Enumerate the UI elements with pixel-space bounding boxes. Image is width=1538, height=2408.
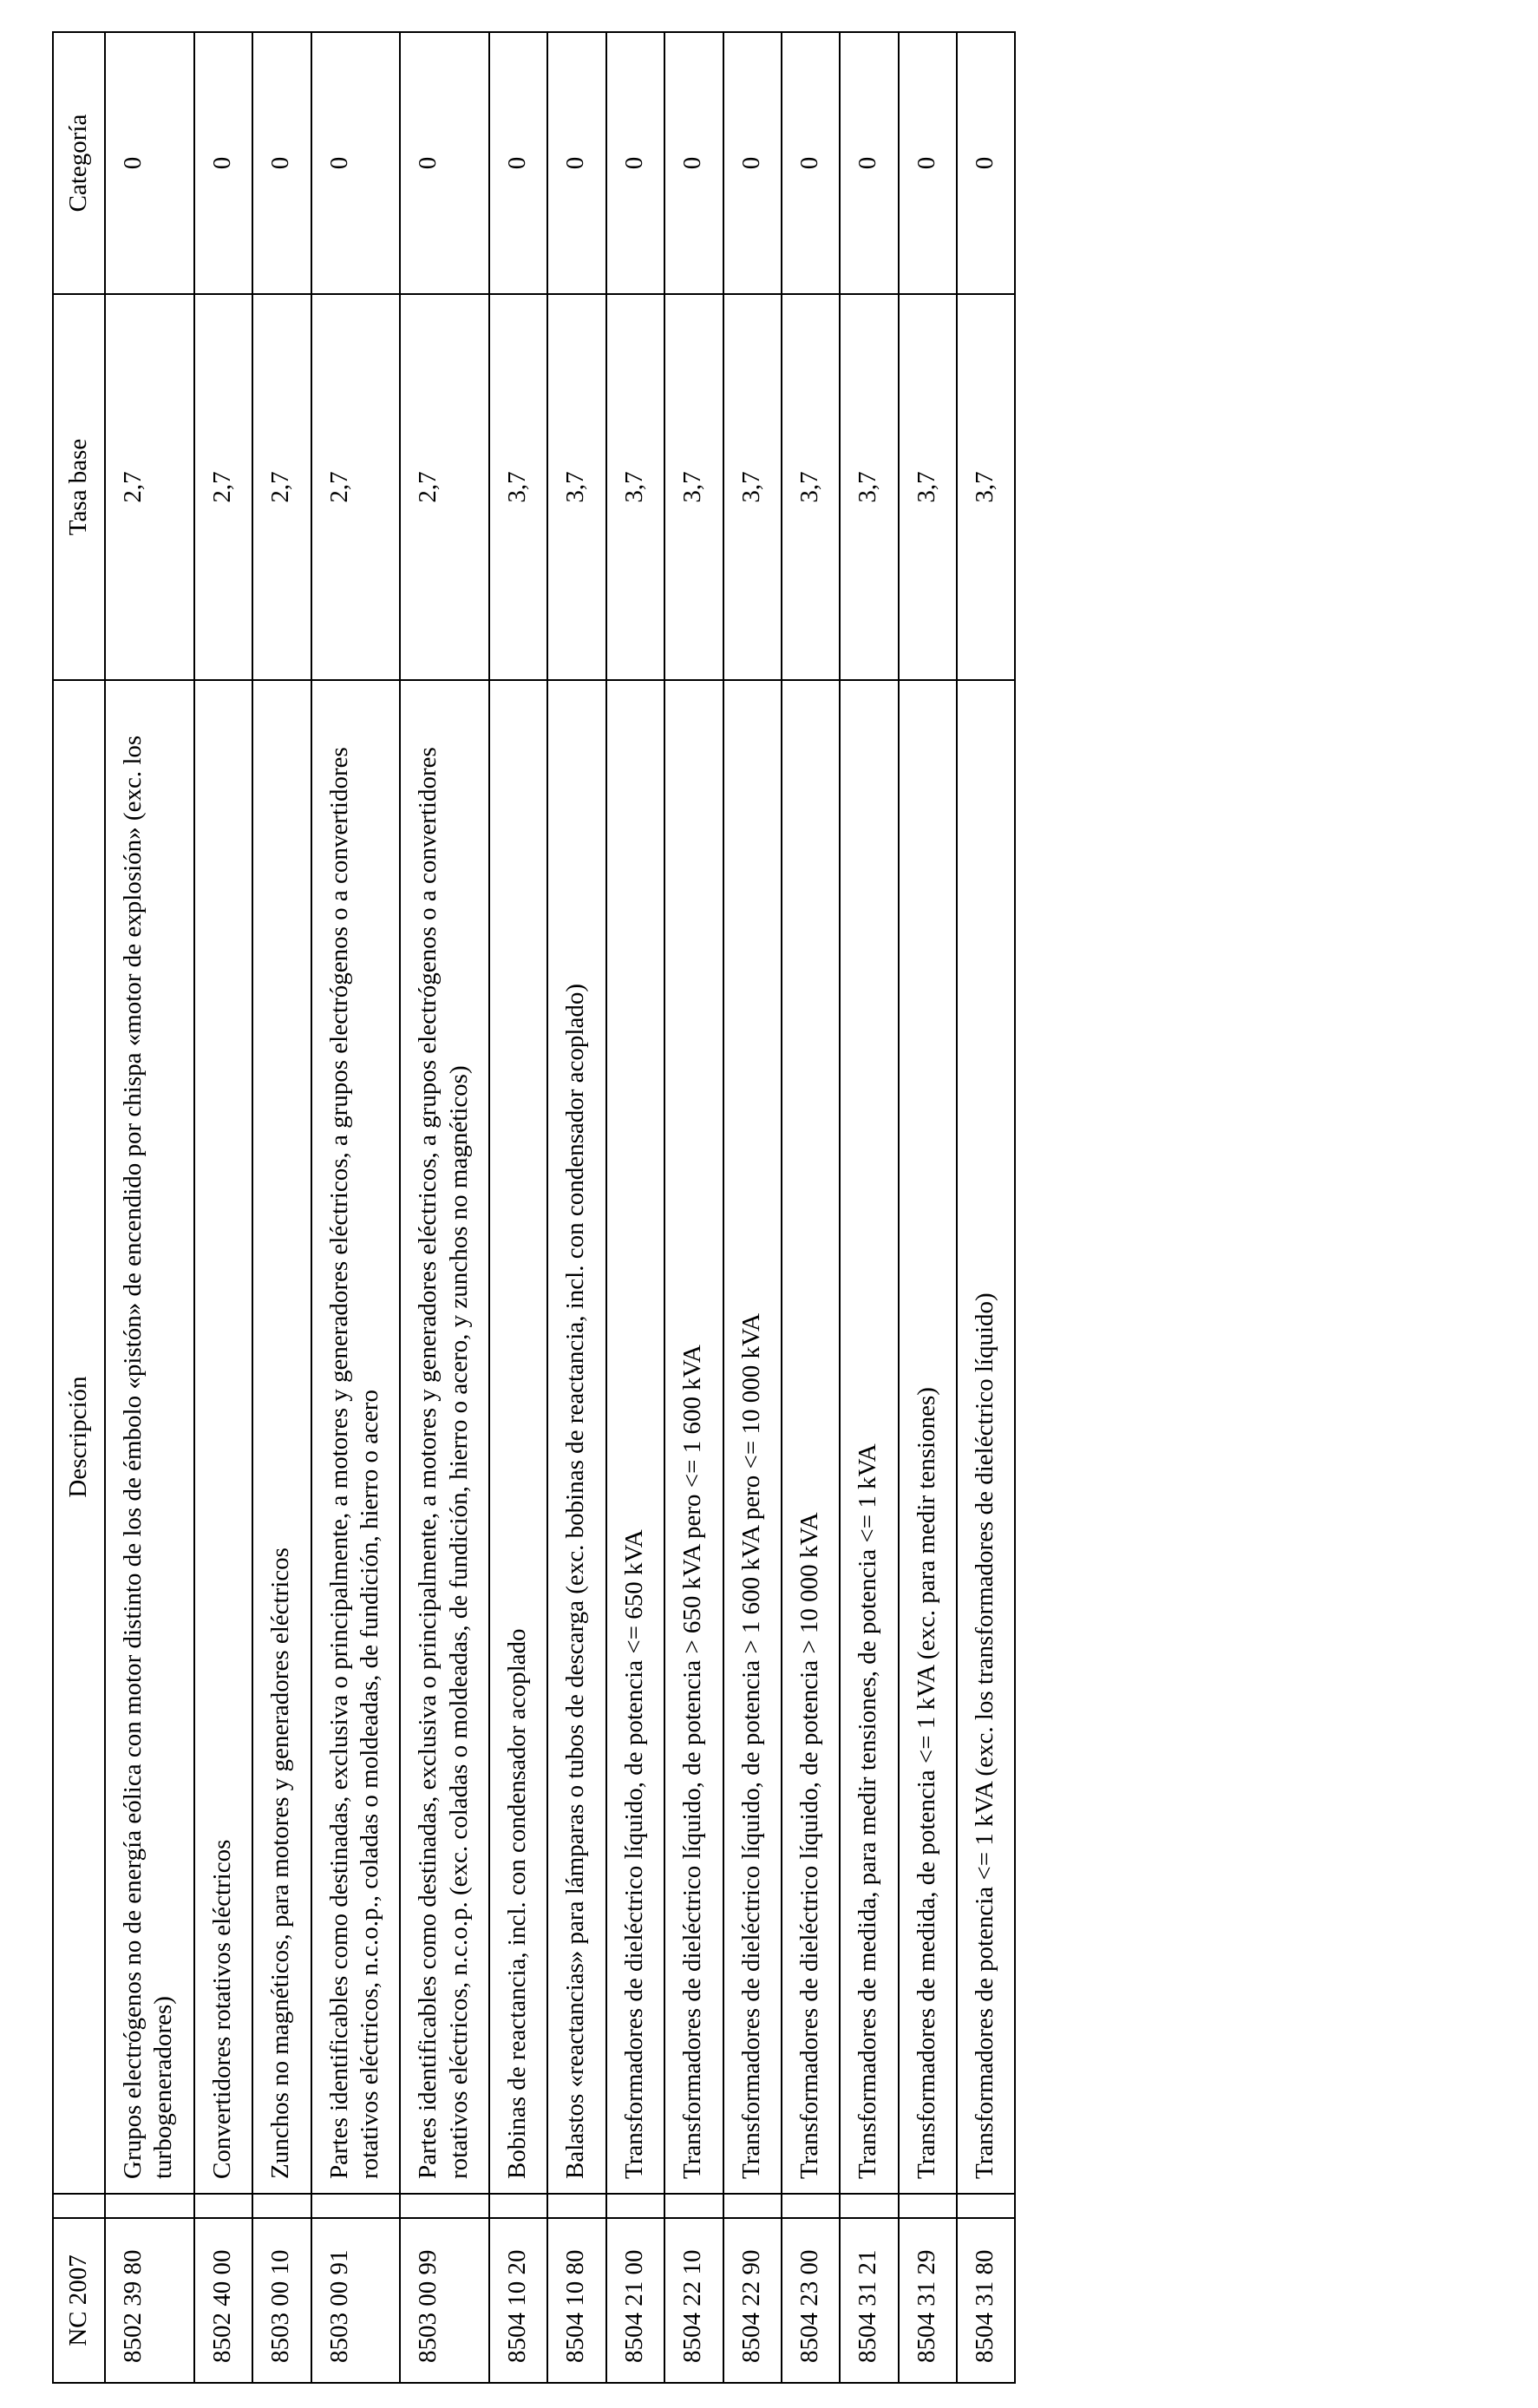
table-header-row xyxy=(53,32,105,2383)
cell-descripcion: Partes identificables como destinadas, exclusiva o principalmente, a motores y generadores eléctricos, a grupos electrógenos o a convertidores rotativos eléctricos, n.c.o.p. (exc. coladas o moldeadas, de fundición, hierro o acero, y zunchos no magnéticos) xyxy=(400,680,489,2194)
cell-tasa: 2,7 xyxy=(311,294,401,680)
cell-nc: 8504 31 80 xyxy=(957,2218,1015,2383)
cell-nc: 8504 23 00 xyxy=(782,2218,840,2383)
cell-descripcion: Convertidores rotativos eléctricos xyxy=(194,680,252,2194)
cell-categoria: 0 xyxy=(840,32,898,294)
cell-tasa: 2,7 xyxy=(194,294,252,680)
cell-categoria: 0 xyxy=(400,32,489,294)
cell-nc: 8502 39 80 xyxy=(105,2218,194,2383)
cell-nc: 8503 00 10 xyxy=(252,2218,311,2383)
cell-nc: 8503 00 91 xyxy=(311,2218,401,2383)
cell-descripcion: Transformadores de medida, de potencia <= 1 kVA (exc. para medir tensiones) xyxy=(899,680,957,2194)
cell-spacer xyxy=(194,2194,252,2218)
table-row xyxy=(547,32,605,2383)
cell-descripcion: Zunchos no magnéticos, para motores y generadores eléctricos xyxy=(252,680,311,2194)
cell-categoria: 0 xyxy=(606,32,664,294)
cell-nc: 8504 10 20 xyxy=(489,2218,547,2383)
cell-tasa: 3,7 xyxy=(723,294,782,680)
table-row xyxy=(606,32,664,2383)
cell-categoria: 0 xyxy=(723,32,782,294)
cell-spacer xyxy=(547,2194,605,2218)
cell-spacer xyxy=(782,2194,840,2218)
cell-tasa: 2,7 xyxy=(105,294,194,680)
cell-tasa: 2,7 xyxy=(400,294,489,680)
table-row xyxy=(899,32,957,2383)
cell-categoria: 0 xyxy=(547,32,605,294)
cell-nc: 8504 31 29 xyxy=(899,2218,957,2383)
cell-descripcion: Transformadores de dieléctrico líquido, de potencia > 650 kVA pero <= 1 600 kVA xyxy=(664,680,723,2194)
cell-tasa: 3,7 xyxy=(957,294,1015,680)
table-row xyxy=(723,32,782,2383)
cell-spacer xyxy=(606,2194,664,2218)
header-spacer xyxy=(53,2194,105,2218)
cell-spacer xyxy=(899,2194,957,2218)
header-categoria: Categoría xyxy=(53,32,105,294)
header-nc: NC 2007 xyxy=(53,2218,105,2383)
table-row xyxy=(194,32,252,2383)
cell-categoria: 0 xyxy=(664,32,723,294)
cell-descripcion: Partes identificables como destinadas, exclusiva o principalmente, a motores y generadores eléctricos, a grupos electrógenos o a convertidores rotativos eléctricos, n.c.o.p., coladas o moldeadas, de fundición, hierro o acero xyxy=(311,680,401,2194)
cell-categoria: 0 xyxy=(782,32,840,294)
cell-descripcion: Transformadores de medida, para medir tensiones, de potencia <= 1 kVA xyxy=(840,680,898,2194)
cell-descripcion: Transformadores de dieléctrico líquido, de potencia <= 650 kVA xyxy=(606,680,664,2194)
cell-nc: 8504 22 10 xyxy=(664,2218,723,2383)
cell-categoria: 0 xyxy=(957,32,1015,294)
cell-spacer xyxy=(957,2194,1015,2218)
cell-categoria: 0 xyxy=(252,32,311,294)
cell-spacer xyxy=(664,2194,723,2218)
cell-descripcion: Transformadores de potencia <= 1 kVA (exc. los transformadores de dieléctrico líquido) xyxy=(957,680,1015,2194)
cell-nc: 8503 00 99 xyxy=(400,2218,489,2383)
cell-descripcion: Transformadores de dieléctrico líquido, de potencia > 1 600 kVA pero <= 10 000 kVA xyxy=(723,680,782,2194)
cell-nc: 8502 40 00 xyxy=(194,2218,252,2383)
cell-tasa: 3,7 xyxy=(782,294,840,680)
cell-spacer xyxy=(400,2194,489,2218)
cell-spacer xyxy=(489,2194,547,2218)
cell-spacer xyxy=(105,2194,194,2218)
table-row xyxy=(311,32,401,2383)
cell-tasa: 3,7 xyxy=(840,294,898,680)
table-row xyxy=(957,32,1015,2383)
cell-nc: 8504 21 00 xyxy=(606,2218,664,2383)
cell-categoria: 0 xyxy=(311,32,401,294)
cell-categoria: 0 xyxy=(899,32,957,294)
cell-tasa: 2,7 xyxy=(252,294,311,680)
cell-descripcion: Balastos «reactancias» para lámparas o tubos de descarga (exc. bobinas de reactancia, incl. con condensador acoplado) xyxy=(547,680,605,2194)
cell-tasa: 3,7 xyxy=(664,294,723,680)
cell-categoria: 0 xyxy=(105,32,194,294)
cell-spacer xyxy=(311,2194,401,2218)
tariff-table xyxy=(52,31,1016,2384)
cell-descripcion: Transformadores de dieléctrico líquido, de potencia > 10 000 kVA xyxy=(782,680,840,2194)
cell-categoria: 0 xyxy=(489,32,547,294)
table-row xyxy=(105,32,194,2383)
cell-categoria: 0 xyxy=(194,32,252,294)
cell-descripcion: Bobinas de reactancia, incl. con condensador acoplado xyxy=(489,680,547,2194)
table-row xyxy=(252,32,311,2383)
cell-spacer xyxy=(723,2194,782,2218)
cell-spacer xyxy=(840,2194,898,2218)
cell-tasa: 3,7 xyxy=(489,294,547,680)
cell-spacer xyxy=(252,2194,311,2218)
cell-nc: 8504 22 90 xyxy=(723,2218,782,2383)
cell-tasa: 3,7 xyxy=(606,294,664,680)
table-row xyxy=(664,32,723,2383)
table-row xyxy=(840,32,898,2383)
table-row xyxy=(400,32,489,2383)
cell-tasa: 3,7 xyxy=(899,294,957,680)
cell-descripcion: Grupos electrógenos no de energía eólica con motor distinto de los de émbolo «pistón» de encendido por chispa «motor de explosión» (exc. los turbogeneradores) xyxy=(105,680,194,2194)
header-descripcion: Descripción xyxy=(53,680,105,2194)
header-tasa: Tasa base xyxy=(53,294,105,680)
cell-nc: 8504 10 80 xyxy=(547,2218,605,2383)
cell-nc: 8504 31 21 xyxy=(840,2218,898,2383)
table-row xyxy=(489,32,547,2383)
table-row xyxy=(782,32,840,2383)
cell-tasa: 3,7 xyxy=(547,294,605,680)
